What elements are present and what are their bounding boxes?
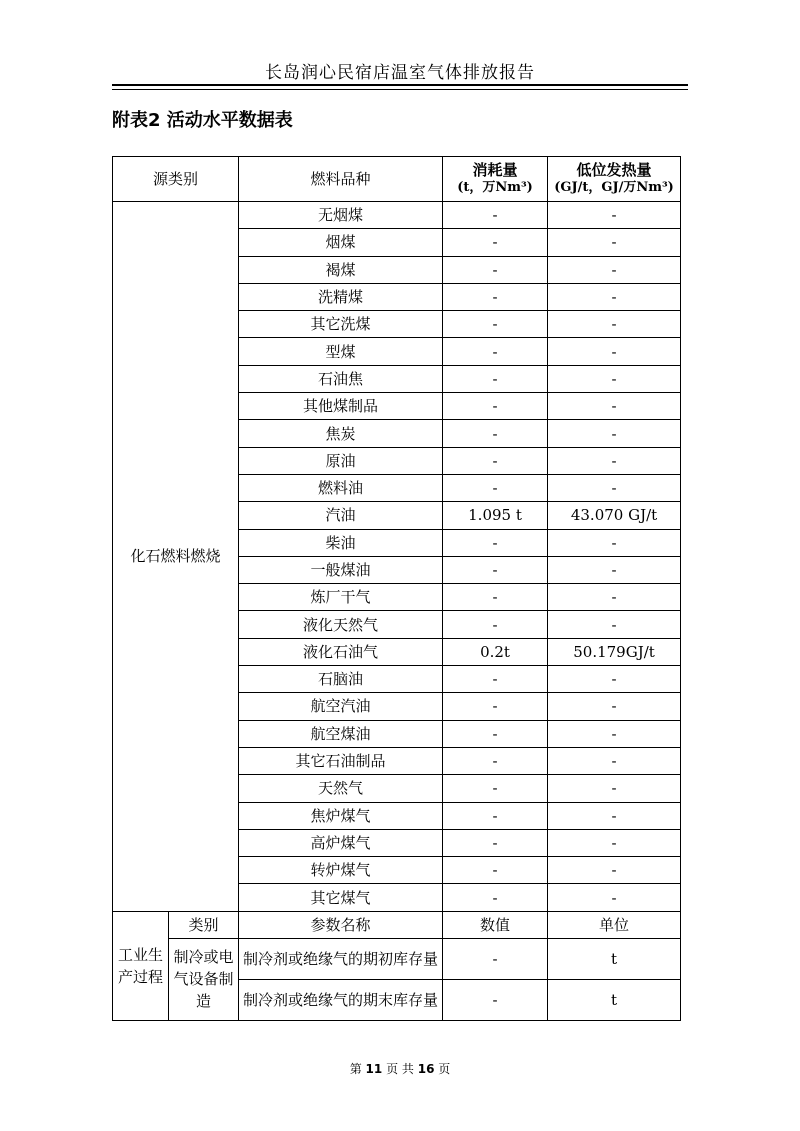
fuel-ncv-cell: - — [548, 829, 681, 856]
fuel-consumption-cell: - — [443, 256, 548, 283]
fuel-name-cell: 汽油 — [239, 502, 443, 529]
fuel-ncv-cell: - — [548, 393, 681, 420]
fuel-ncv-cell: - — [548, 802, 681, 829]
fuel-name-cell: 洗精煤 — [239, 283, 443, 310]
fuel-consumption-cell: - — [443, 584, 548, 611]
fuel-name-cell: 其它洗煤 — [239, 311, 443, 338]
header-rule-thin — [112, 89, 688, 90]
industrial-category-cell: 工业生产过程 — [113, 911, 169, 1020]
fuel-ncv-cell: - — [548, 857, 681, 884]
industrial-unit-cell: t — [548, 938, 681, 979]
industrial-header-type: 类别 — [169, 911, 239, 938]
header-ncv — [548, 157, 681, 202]
fuel-name-cell: 烟煤 — [239, 229, 443, 256]
industrial-header-unit: 单位 — [548, 911, 681, 938]
fuel-consumption-cell: - — [443, 393, 548, 420]
fuel-name-cell: 航空汽油 — [239, 693, 443, 720]
fuel-consumption-cell: 0.2t — [443, 638, 548, 665]
header-ncv-unit: (GJ/t，GJ/万Nm³) — [554, 180, 674, 195]
fuel-name-cell: 炼厂干气 — [239, 584, 443, 611]
fuel-name-cell: 石脑油 — [239, 666, 443, 693]
industrial-header-row — [113, 911, 681, 938]
fuel-consumption-cell: 1.095 t — [443, 502, 548, 529]
fuel-consumption-cell: - — [443, 229, 548, 256]
fuel-name-cell: 其它石油制品 — [239, 747, 443, 774]
fuel-consumption-cell: - — [443, 202, 548, 229]
fuel-consumption-cell: - — [443, 474, 548, 501]
industrial-header-value: 数值 — [443, 911, 548, 938]
fuel-consumption-cell: - — [443, 283, 548, 310]
fuel-name-cell: 焦炉煤气 — [239, 802, 443, 829]
industrial-param-cell: 制冷剂或绝缘气的期初库存量 — [239, 938, 443, 979]
fuel-name-cell: 其他煤制品 — [239, 393, 443, 420]
footer-mid: 页 共 — [386, 1062, 414, 1076]
fuel-consumption-cell: - — [443, 420, 548, 447]
fuel-name-cell: 柴油 — [239, 529, 443, 556]
page-header: 长岛润心民宿店温室气体排放报告 — [265, 63, 535, 83]
page-footer — [0, 1060, 800, 1077]
header-consumption — [443, 157, 548, 202]
header-source: 源类别 — [113, 157, 239, 202]
fuel-ncv-cell: - — [548, 229, 681, 256]
fuel-consumption-cell: - — [443, 693, 548, 720]
header-rule-thick — [112, 84, 688, 86]
fuel-consumption-cell: - — [443, 802, 548, 829]
fuel-ncv-cell: - — [548, 747, 681, 774]
fuel-consumption-cell: - — [443, 666, 548, 693]
fuel-name-cell: 褐煤 — [239, 256, 443, 283]
fuel-ncv-cell: - — [548, 365, 681, 392]
fuel-ncv-cell: - — [548, 311, 681, 338]
fuel-ncv-cell: - — [548, 584, 681, 611]
fuel-ncv-cell: - — [548, 420, 681, 447]
industrial-unit-cell: t — [548, 979, 681, 1020]
fuel-consumption-cell: - — [443, 529, 548, 556]
fuel-consumption-cell: - — [443, 365, 548, 392]
fuel-ncv-cell: - — [548, 556, 681, 583]
fuel-name-cell: 转炉煤气 — [239, 857, 443, 884]
fuel-name-cell: 型煤 — [239, 338, 443, 365]
fuel-consumption-cell: - — [443, 311, 548, 338]
fuel-ncv-cell: - — [548, 447, 681, 474]
fuel-ncv-cell: - — [548, 693, 681, 720]
fuel-ncv-cell: - — [548, 720, 681, 747]
fuel-name-cell: 一般煤油 — [239, 556, 443, 583]
fuel-name-cell: 高炉煤气 — [239, 829, 443, 856]
fuel-name-cell: 原油 — [239, 447, 443, 474]
industrial-value-cell: - — [443, 979, 548, 1020]
fuel-consumption-cell: - — [443, 611, 548, 638]
header-fuel: 燃料品种 — [239, 157, 443, 202]
fuel-name-cell: 无烟煤 — [239, 202, 443, 229]
fuel-consumption-cell: - — [443, 884, 548, 911]
header-consumption-label: 消耗量 — [472, 161, 518, 179]
fuel-consumption-cell: - — [443, 338, 548, 365]
header-consumption-unit: (t，万Nm³) — [457, 180, 533, 195]
industrial-param-cell: 制冷剂或绝缘气的期末库存量 — [239, 979, 443, 1020]
fuel-name-cell: 焦炭 — [239, 420, 443, 447]
fuel-ncv-cell: - — [548, 338, 681, 365]
fuel-ncv-cell: - — [548, 775, 681, 802]
fuel-row — [113, 202, 681, 229]
fuel-ncv-cell: - — [548, 666, 681, 693]
fuel-consumption-cell: - — [443, 447, 548, 474]
industrial-value-cell: - — [443, 938, 548, 979]
industrial-row — [113, 938, 681, 979]
fuel-ncv-cell: - — [548, 611, 681, 638]
fuel-ncv-cell: 43.070 GJ/t — [548, 502, 681, 529]
fuel-name-cell: 航空煤油 — [239, 720, 443, 747]
fuel-name-cell: 液化石油气 — [239, 638, 443, 665]
fuel-name-cell: 燃料油 — [239, 474, 443, 501]
fuel-ncv-cell: - — [548, 256, 681, 283]
fuel-ncv-cell: - — [548, 474, 681, 501]
fuel-ncv-cell: 50.179GJ/t — [548, 638, 681, 665]
table-header-row — [113, 157, 681, 202]
fuel-ncv-cell: - — [548, 283, 681, 310]
fuel-consumption-cell: - — [443, 775, 548, 802]
fuel-consumption-cell: - — [443, 857, 548, 884]
fuel-name-cell: 液化天然气 — [239, 611, 443, 638]
fuel-consumption-cell: - — [443, 829, 548, 856]
fuel-name-cell: 天然气 — [239, 775, 443, 802]
fuel-ncv-cell: - — [548, 884, 681, 911]
header-ncv-label: 低位发热量 — [576, 161, 652, 179]
activity-data-table — [112, 156, 681, 1021]
table-body — [113, 157, 681, 1021]
footer-suffix: 页 — [438, 1062, 451, 1076]
fuel-ncv-cell: - — [548, 202, 681, 229]
footer-prefix: 第 — [349, 1062, 362, 1076]
industrial-subcategory-cell: 制冷或电气设备制造 — [169, 938, 239, 1020]
table-title: 附表2 活动水平数据表 — [112, 110, 293, 131]
fuel-consumption-cell: - — [443, 556, 548, 583]
fuel-consumption-cell: - — [443, 747, 548, 774]
footer-page-number: 11 — [365, 1062, 383, 1076]
fuel-name-cell: 石油焦 — [239, 365, 443, 392]
footer-total-pages: 16 — [417, 1062, 435, 1076]
fuel-consumption-cell: - — [443, 720, 548, 747]
industrial-header-param: 参数名称 — [239, 911, 443, 938]
fuel-name-cell: 其它煤气 — [239, 884, 443, 911]
fuel-ncv-cell: - — [548, 529, 681, 556]
fossil-category-cell: 化石燃料燃烧 — [113, 202, 239, 912]
